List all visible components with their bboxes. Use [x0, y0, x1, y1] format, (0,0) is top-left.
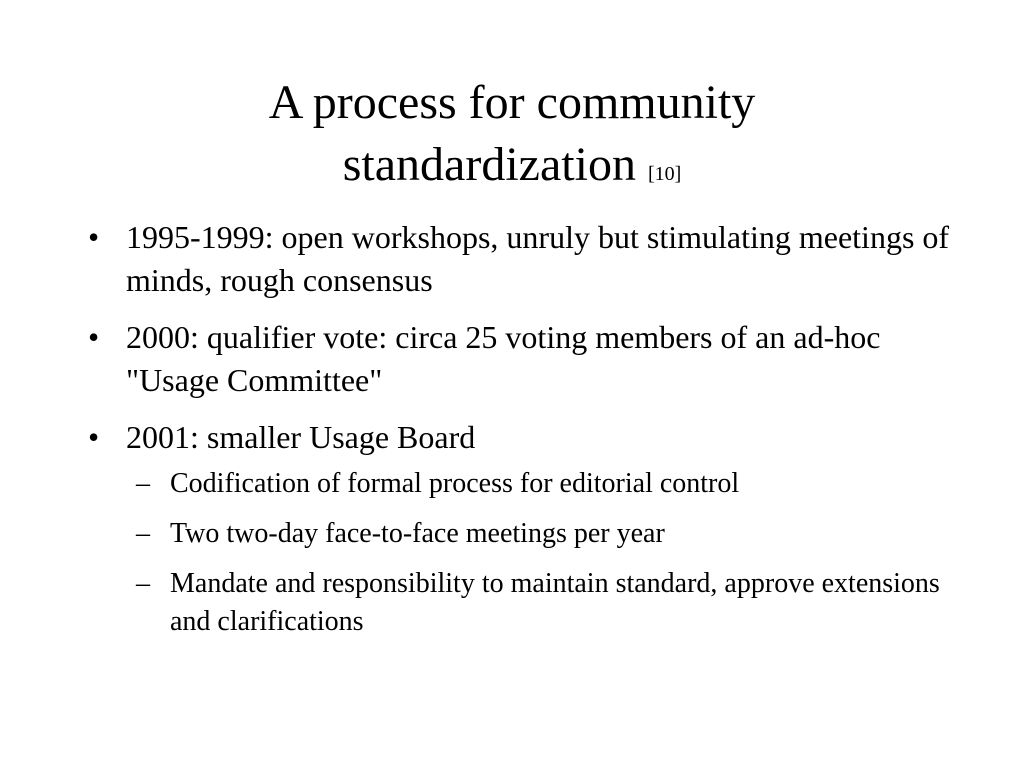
sub-bullet-item: [86, 565, 956, 641]
title-line-2: standardization: [342, 138, 636, 191]
sub-bullet-text: Two two-day face-to-face meetings per year: [170, 518, 665, 549]
sub-bullet-text: Codification of formal process for editorial control: [170, 468, 740, 499]
bullet-item: [86, 416, 956, 459]
dash-glyph: –: [136, 518, 150, 549]
sub-bullet-item: [86, 465, 956, 503]
title-reference: [10]: [647, 163, 682, 185]
bullet-text: 2001: smaller Usage Board: [126, 419, 476, 455]
sub-bullet-text: Mandate and responsibility to maintain standard, approve extensions and clarifications: [170, 568, 940, 637]
title-line-1: A process for community: [268, 76, 756, 129]
slide-title: [0, 72, 1024, 205]
bullet-glyph: •: [88, 219, 100, 255]
dash-glyph: –: [136, 468, 150, 499]
bullet-glyph: •: [88, 419, 100, 455]
bullet-item: [86, 216, 956, 302]
dash-glyph: –: [136, 568, 150, 599]
slide-body: [86, 216, 956, 653]
bullet-glyph: •: [88, 319, 100, 355]
bullet-item: [86, 316, 956, 402]
sub-bullet-item: [86, 515, 956, 553]
bullet-text: 2000: qualifier vote: circa 25 voting members of an ad-hoc "Usage Committee": [126, 319, 881, 398]
bullet-text: 1995-1999: open workshops, unruly but stimulating meetings of minds, rough consensus: [126, 219, 950, 298]
